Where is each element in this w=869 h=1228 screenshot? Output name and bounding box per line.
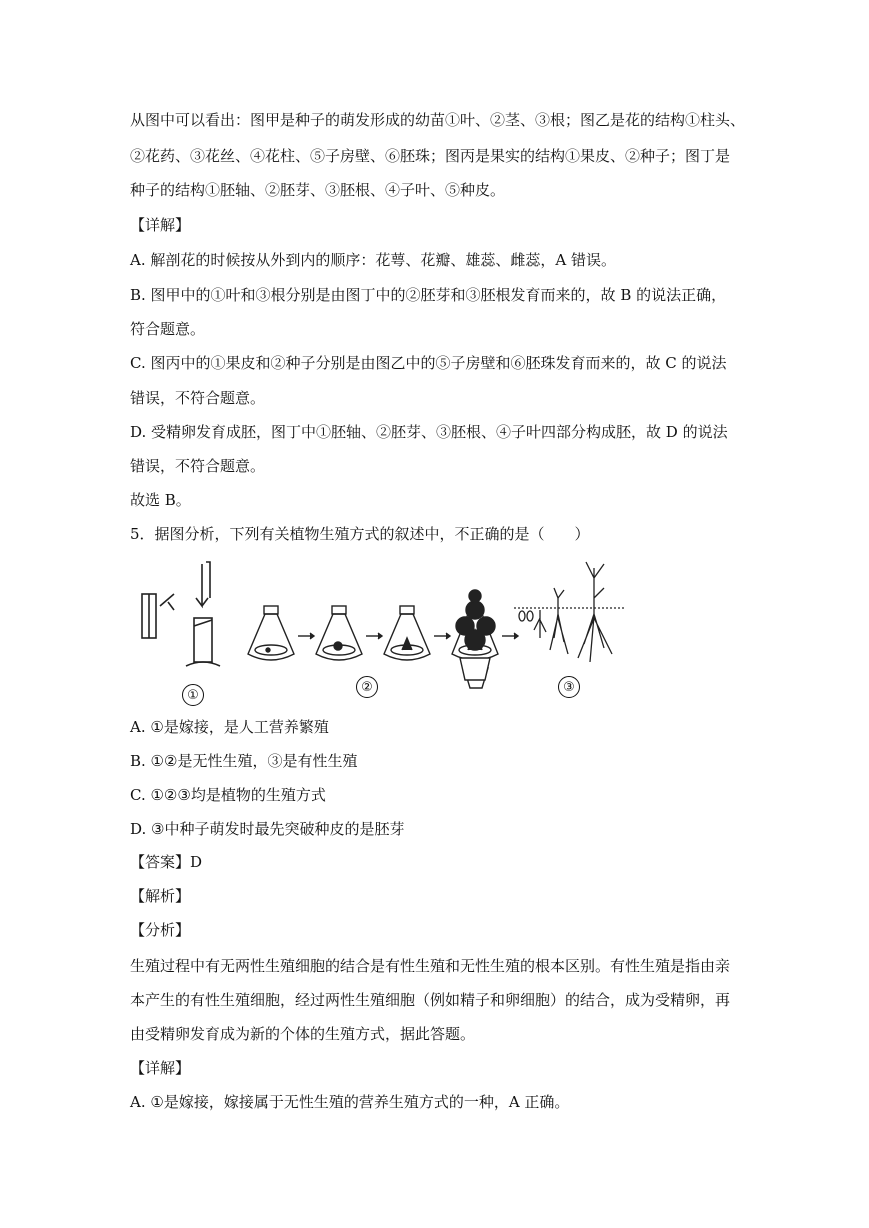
analysis-line-3: 种子的结构①胚轴、②胚芽、③胚根、④子叶、⑤种皮。 bbox=[130, 181, 506, 199]
analysis-heading: 【解析】 bbox=[130, 887, 191, 905]
reproduction-illustration bbox=[130, 558, 630, 708]
explanation-a: A. 解剖花的时候按从外到内的顺序：花萼、花瓣、雄蕊、雌蕊，A 错误。 bbox=[130, 251, 616, 269]
conclusion: 故选 B。 bbox=[130, 491, 191, 509]
option-a: A. ①是嫁接，是人工营养繁殖 bbox=[130, 718, 329, 736]
potted-plant-illustration bbox=[456, 590, 495, 680]
fenxi-line-3: 由受精卵发育成为新的个体的生殖方式，据此答题。 bbox=[130, 1025, 476, 1043]
explanation-d-line-1: D. 受精卵发育成胚，图丁中①胚轴、②胚芽、③胚根、④子叶四部分构成胚，故 D 的说法 bbox=[130, 423, 728, 441]
explanation-c-line-2: 错误，不符合题意。 bbox=[130, 389, 266, 407]
figure-label-2: ② bbox=[356, 676, 378, 698]
option-b: B. ①②是无性生殖，③是有性生殖 bbox=[130, 752, 358, 770]
reproduction-figure bbox=[130, 558, 630, 708]
fenxi-line-2: 本产生的有性生殖细胞，经过两性生殖细胞（例如精子和卵细胞）的结合，成为受精卵，再 bbox=[130, 991, 731, 1009]
analysis-line-1: 从图中可以看出：图甲是种子的萌发形成的幼苗①叶、②茎、③根；图乙是花的结构①柱头、 bbox=[130, 111, 746, 129]
fenxi-heading: 【分析】 bbox=[130, 921, 191, 939]
analysis-line-2: ②花药、③花丝、④花柱、⑤子房壁、⑥胚珠；图丙是果实的结构①果皮、②种子；图丁是 bbox=[130, 147, 731, 165]
explanation-d-line-2: 错误，不符合题意。 bbox=[130, 457, 266, 475]
figure-label-3: ③ bbox=[558, 676, 580, 698]
grafting-illustration bbox=[142, 562, 220, 666]
explanation-c-line-1: C. 图丙中的①果皮和②种子分别是由图乙中的⑤子房壁和⑥胚珠发育而来的，故 C 的说法 bbox=[130, 354, 727, 372]
fenxi-line-1: 生殖过程中有无两性生殖细胞的结合是有性生殖和无性生殖的根本区别。有性生殖是指由亲 bbox=[130, 957, 731, 975]
option-c: C. ①②③均是植物的生殖方式 bbox=[130, 786, 326, 804]
option-d: D. ③中种子萌发时最先突破种皮的是胚芽 bbox=[130, 820, 405, 838]
explanation-b-line-2: 符合题意。 bbox=[130, 320, 206, 338]
detail-heading: 【详解】 bbox=[130, 216, 191, 234]
detail-a: A. ①是嫁接，嫁接属于无性生殖的营养生殖方式的一种，A 正确。 bbox=[130, 1093, 570, 1111]
detail-heading-2: 【详解】 bbox=[130, 1059, 191, 1077]
answer: 【答案】D bbox=[130, 853, 203, 871]
question-5-stem: 5．据图分析，下列有关植物生殖方式的叙述中，不正确的是（ ） bbox=[130, 525, 590, 543]
seed-germination-illustration bbox=[514, 562, 624, 662]
explanation-b-line-1: B. 图甲中的①叶和③根分别是由图丁中的②胚芽和③胚根发育而来的，故 B 的说法正确， bbox=[130, 286, 727, 304]
figure-label-1: ① bbox=[182, 684, 204, 706]
